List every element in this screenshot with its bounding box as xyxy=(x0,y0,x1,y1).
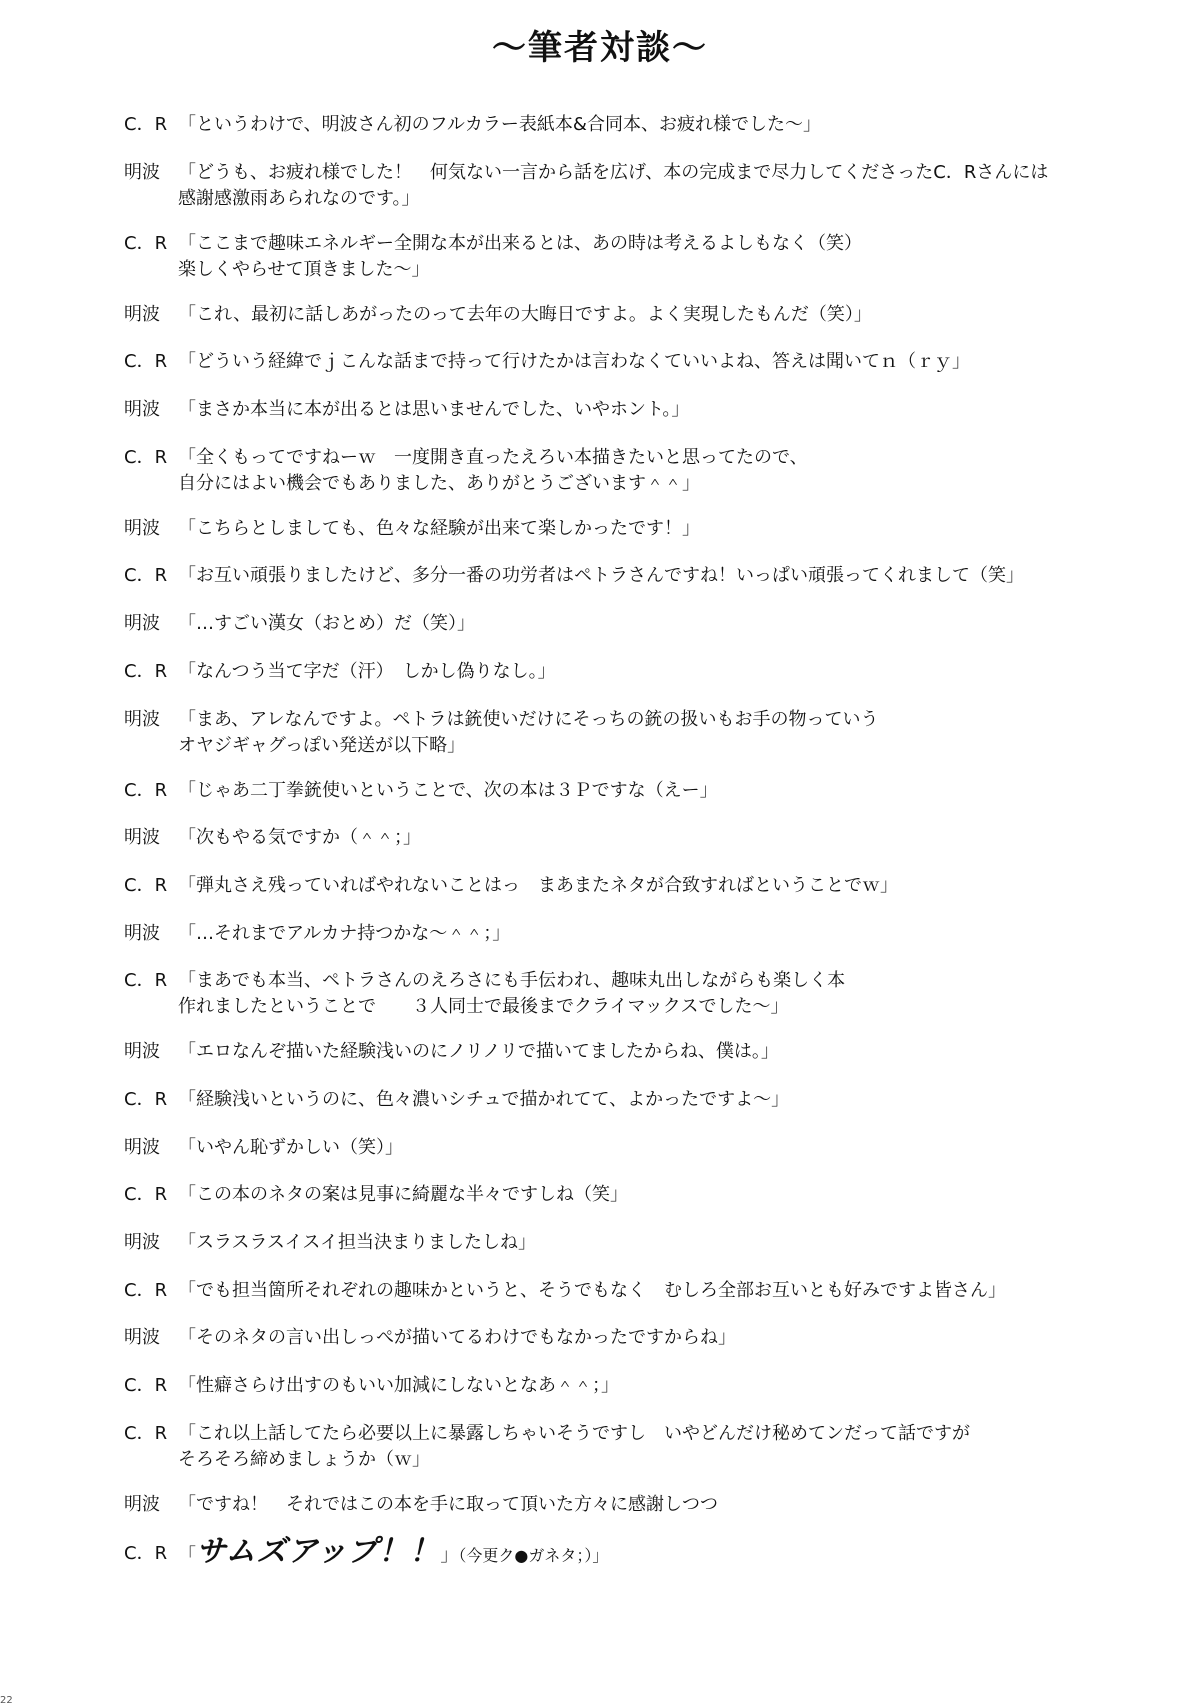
speaker-name: C．R xyxy=(124,874,168,896)
speech-text: 「まあ、アレなんですよ。ペトラは銃使いだけにそっちの銃の扱いもお手の物っていう オヤジギャグっぽい発送が以下略」 xyxy=(178,708,879,756)
dialogue-line xyxy=(124,112,1124,138)
speaker-name: C．R xyxy=(124,660,168,682)
speaker-name: 明波 xyxy=(124,1136,160,1158)
dialogue-line xyxy=(124,397,1124,423)
speech-text: 「エロなんぞ描いた経験浅いのにノリノリで描いてましたからね、僕は。」 xyxy=(178,1041,779,1063)
speech-text: 「ここまで趣味エネルギー全開な本が出来るとは、あの時は考えるよしもなく（笑） 楽しくやらせて頂きました〜」 xyxy=(178,232,862,280)
speaker-name: C．R xyxy=(124,1543,168,1565)
dialogue-line xyxy=(124,1421,1124,1473)
speaker-name: 明波 xyxy=(124,827,160,849)
speech-text: 「まさか本当に本が出るとは思いませんでした、いやホント。」 xyxy=(178,399,690,421)
speech-text: 「ですね！ それではこの本を手に取って頂いた方々に感謝しつつ xyxy=(178,1493,718,1515)
speaker-name: 明波 xyxy=(124,303,160,325)
speaker-name: 明波 xyxy=(124,708,160,730)
speech-text: 「どういう経緯でｊこんな話まで持って行けたかは言わなくていいよね、答えは聞いてｎ（ｒｙ」 xyxy=(178,351,970,373)
speaker-name: 明波 xyxy=(124,517,160,539)
dialogue-line xyxy=(124,659,1124,685)
speech-text: 「…すごい漢女（おとめ）だ（笑）」 xyxy=(178,613,475,635)
dialogue-body xyxy=(124,112,1124,1591)
dialogue-line xyxy=(124,1492,1124,1518)
speech-text: 「次もやる気ですか（＾＾；」 xyxy=(178,827,421,849)
dialogue-line xyxy=(124,349,1124,375)
dialogue-line xyxy=(124,778,1124,804)
speech-text: 「なんつう当て字だ（汗） しかし偽りなし。」 xyxy=(178,660,556,682)
open-quote: 「 xyxy=(178,1545,196,1567)
speech-text: 「じゃあ二丁拳銃使いということで、次の本は３Ｐですな（えー」 xyxy=(178,779,718,801)
dialogue-line xyxy=(124,563,1124,589)
speaker-name: 明波 xyxy=(124,1232,160,1253)
aside-text: （今更ク●ガネタ；）」 xyxy=(458,1546,609,1566)
speaker-name: 明波 xyxy=(124,1041,160,1063)
speech-text: 「この本のネタの案は見事に綺麗な半々ですしね（笑」 xyxy=(178,1184,628,1206)
speech-text: 「お互い頑張りましたけど、多分一番の功労者はペトラさんですね！いっぱい頑張ってくれまして（笑」 xyxy=(178,565,1024,587)
speaker-name: C．R xyxy=(124,114,168,135)
page-number: 22 xyxy=(0,1695,13,1706)
speech-text: 「全くもってですねーｗ 一度開き直ったえろい本描きたいと思ってたので、 自分にはよい機会でもありました、ありがとうございます＾＾」 xyxy=(178,446,808,494)
dialogue-line xyxy=(124,1087,1124,1113)
dialogue-line xyxy=(124,516,1124,542)
final-dialogue-line xyxy=(124,1534,1124,1570)
dialogue-line xyxy=(124,968,1124,1020)
speaker-name: C．R xyxy=(124,1422,168,1444)
dialogue-line xyxy=(124,825,1124,851)
speaker-name: C．R xyxy=(124,1375,168,1397)
speaker-name: C．R xyxy=(124,232,168,254)
speech-text: 「でも担当箇所それぞれの趣味かというと、そうでもなく むしろ全部お互いとも好みですよ皆さん」 xyxy=(178,1279,1006,1301)
speech-text: 「弾丸さえ残っていればやれないことはっ まあまたネタが合致すればということでｗ」 xyxy=(178,874,898,896)
dialogue-line xyxy=(124,1135,1124,1161)
dialogue-line xyxy=(124,1039,1124,1065)
speaker-name: C．R xyxy=(124,446,168,468)
speaker-name: C．R xyxy=(124,1184,168,1206)
speech-text: 「スラスラスイスイ担当決まりましたしね」 xyxy=(178,1232,537,1253)
speaker-name: 明波 xyxy=(124,613,160,635)
speaker-name: C．R xyxy=(124,565,168,587)
dialogue-line xyxy=(124,921,1124,947)
shout-text: サムズアップ！！ xyxy=(196,1534,441,1570)
speaker-name: 明波 xyxy=(124,161,160,183)
speech-text: 「いやん恥ずかしい（笑）」 xyxy=(178,1136,403,1158)
speaker-name: C．R xyxy=(124,779,168,801)
dialogue-line xyxy=(124,1182,1124,1208)
dialogue-line xyxy=(124,611,1124,637)
close-quote: 」 xyxy=(440,1545,459,1567)
speaker-name: 明波 xyxy=(124,1493,160,1515)
dialogue-line xyxy=(124,231,1124,283)
dialogue-line xyxy=(124,1373,1124,1399)
speech-text: 「こちらとしましても、色々な経験が出来て楽しかったです！」 xyxy=(178,517,700,539)
dialogue-line xyxy=(124,302,1124,328)
speech-text: 「これ以上話してたら必要以上に暴露しちゃいそうですし いやどんだけ秘めてンだって話ですが そろそろ締めましょうか（ｗ」 xyxy=(178,1422,970,1470)
dialogue-line xyxy=(124,445,1124,497)
dialogue-line xyxy=(124,1325,1124,1351)
dialogue-line xyxy=(124,873,1124,899)
speech-text: 「どうも、お疲れ様でした！ 何気ない一言から話を広げ、本の完成まで尽力してくださったC．Rさんには 感謝感激雨あられなのです。」 xyxy=(178,161,1049,209)
speech-text: 「これ、最初に話しあがったのって去年の大晦日ですよ。よく実現したもんだ（笑）」 xyxy=(178,303,872,325)
speech-text: 「…それまでアルカナ持つかな〜＾＾；」 xyxy=(178,922,511,944)
dialogue-line xyxy=(124,1278,1124,1304)
speaker-name: C．R xyxy=(124,970,168,992)
speech-text: 「というわけで、明波さん初のフルカラー表紙本&合同本、お疲れ様でした〜」 xyxy=(178,114,821,135)
dialogue-line xyxy=(124,707,1124,759)
speaker-name: 明波 xyxy=(124,1327,160,1349)
speech-text: 「まあでも本当、ペトラさんのえろさにも手伝われ、趣味丸出しながらも楽しく本 作れましたということで ３人同士で最後までクライマックスでした〜」 xyxy=(178,970,846,1018)
speech-text: 「そのネタの言い出しっぺが描いてるわけでもなかったですからね」 xyxy=(178,1327,736,1349)
speaker-name: C．R xyxy=(124,1088,168,1110)
speaker-name: C．R xyxy=(124,351,168,373)
speaker-name: C．R xyxy=(124,1279,168,1301)
speaker-name: 明波 xyxy=(124,922,160,944)
page-title: 〜筆者対談〜 xyxy=(492,28,708,68)
speech-text: 「経験浅いというのに、色々濃いシチュで描かれてて、よかったですよ〜」 xyxy=(178,1088,790,1110)
final-speech xyxy=(178,1534,1124,1570)
dialogue-line xyxy=(124,160,1124,212)
dialogue-line xyxy=(124,1230,1124,1256)
speech-text: 「性癖さらけ出すのもいい加減にしないとなあ＾＾；」 xyxy=(178,1375,619,1397)
speaker-name: 明波 xyxy=(124,399,160,421)
